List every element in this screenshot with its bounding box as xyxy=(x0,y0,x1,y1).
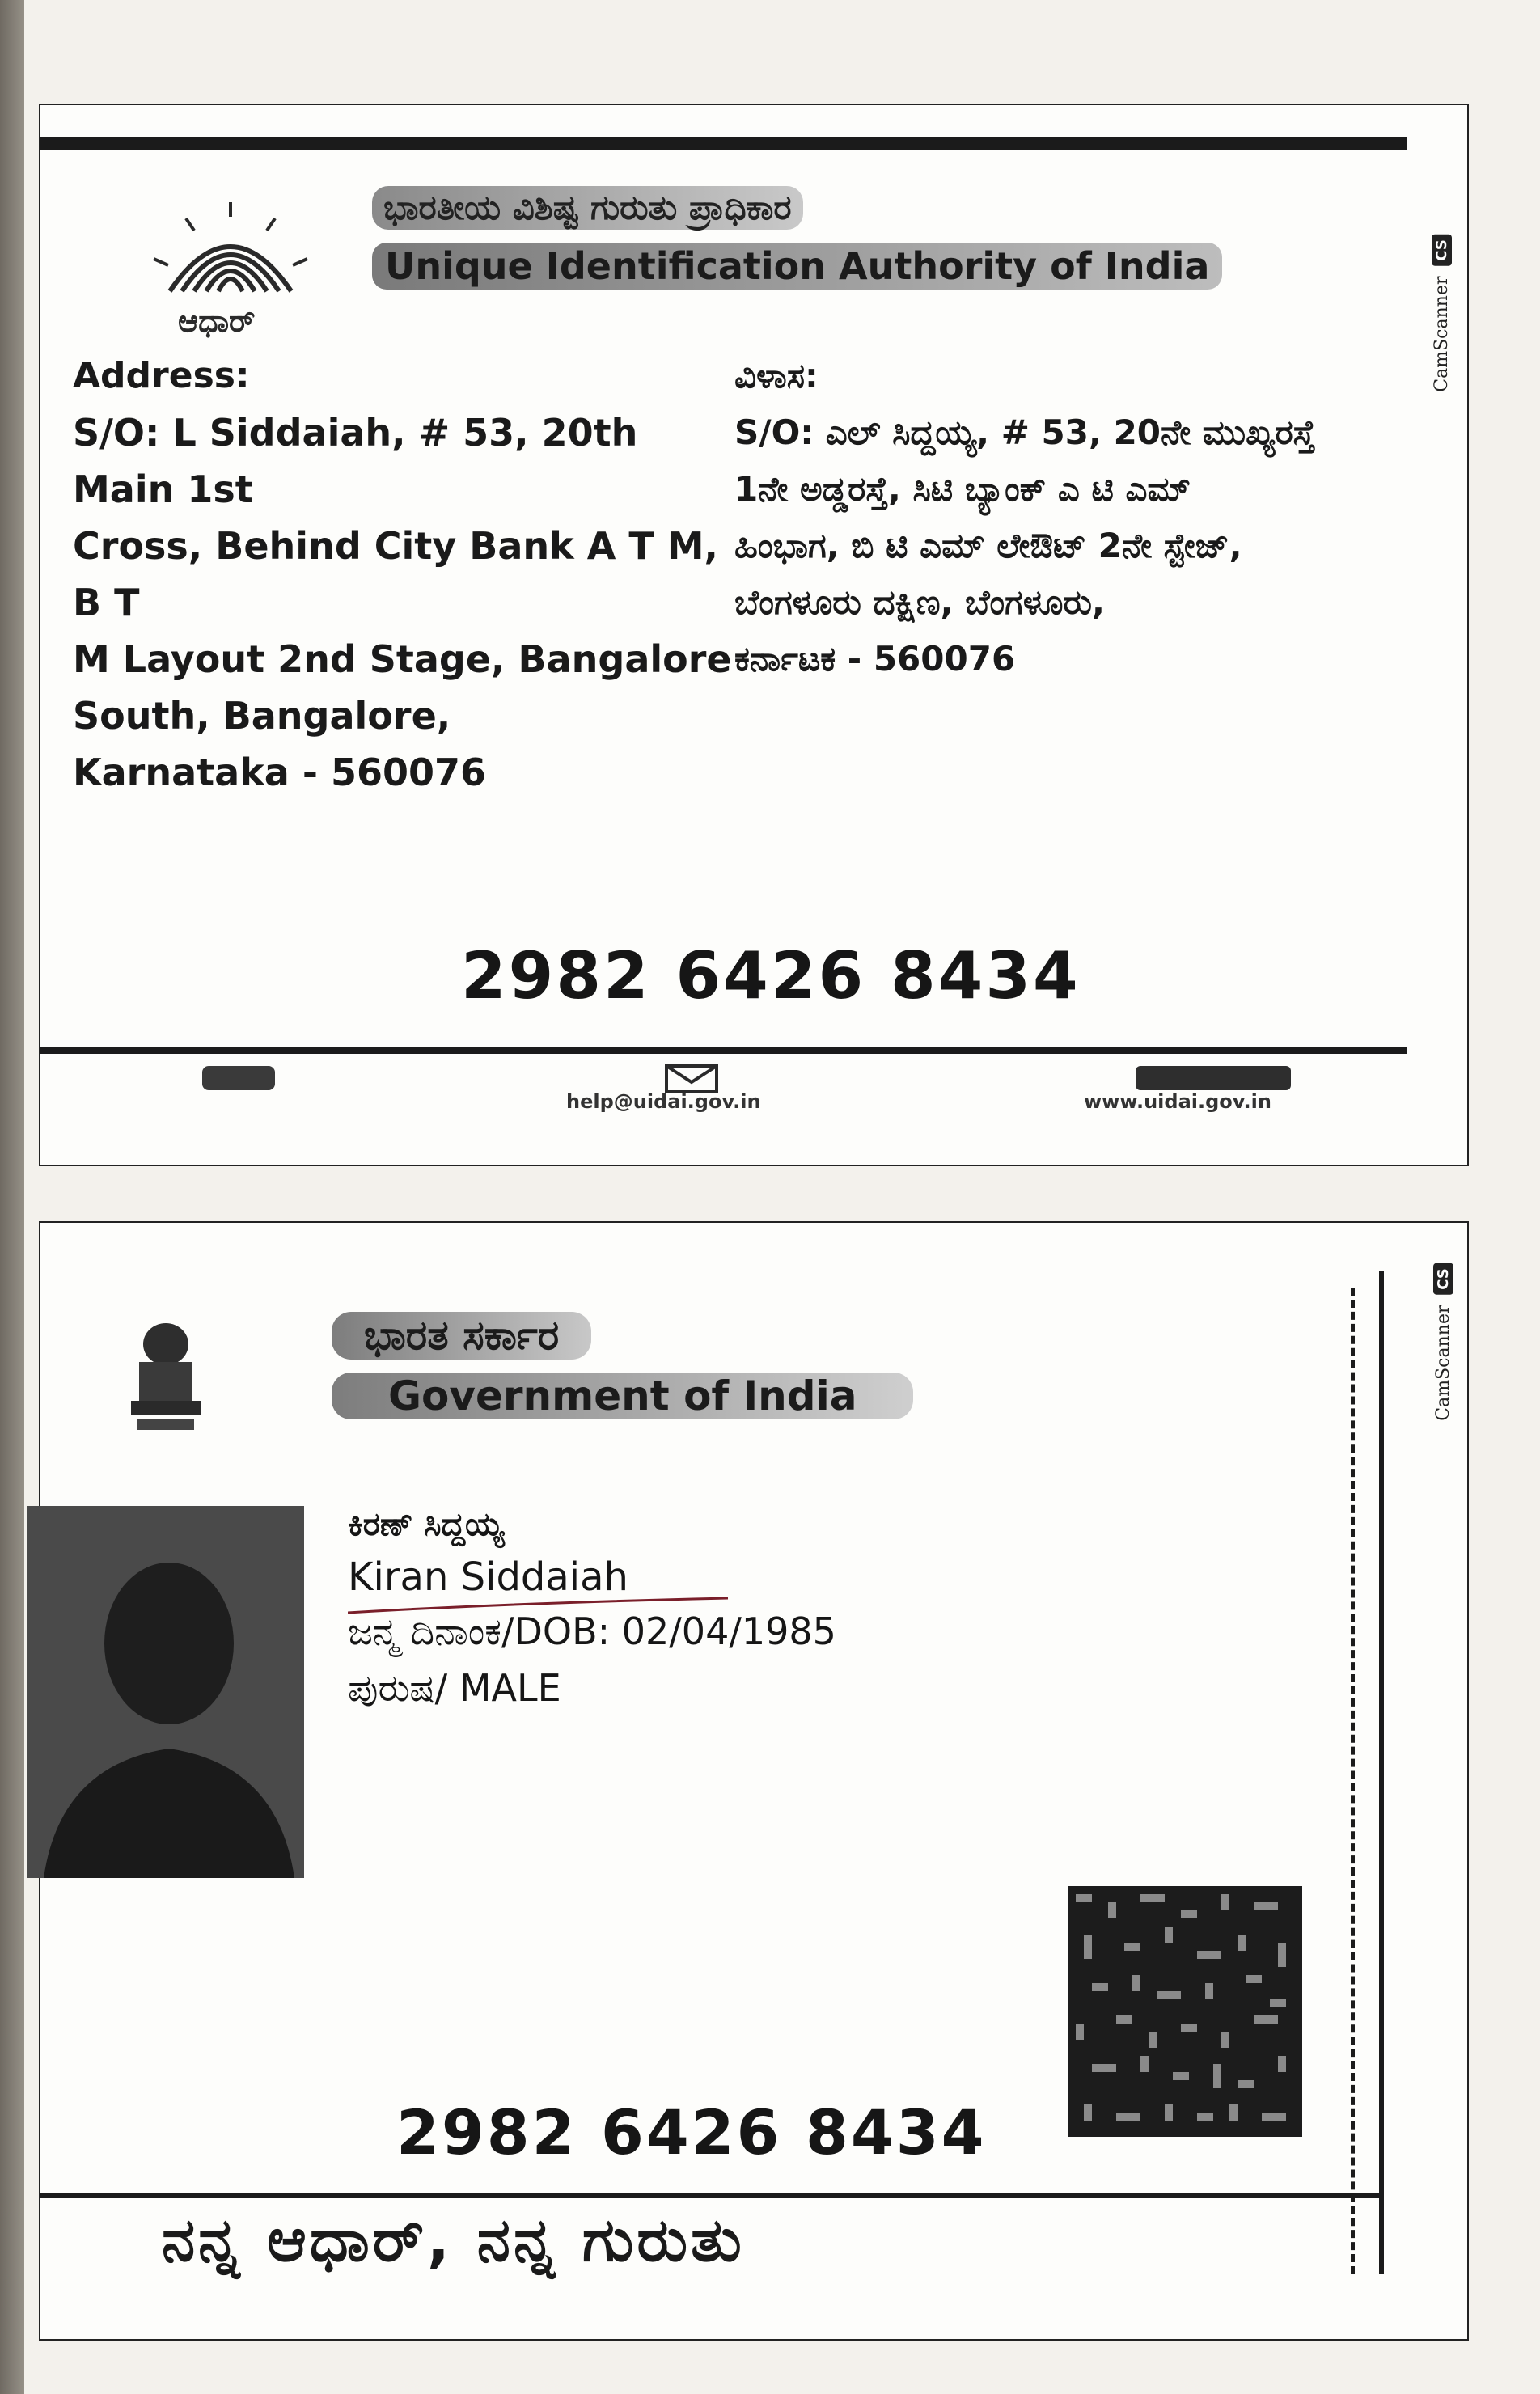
tagline-kannada: ನನ್ನ ಆಧಾರ್, ನನ್ನ ಗುರುತು xyxy=(162,2206,745,2275)
camscanner-badge-icon: CS xyxy=(1433,1263,1453,1295)
qr-code-icon xyxy=(1068,1886,1302,2137)
address-kannada xyxy=(734,348,1422,687)
aadhaar-number: 2982 6426 8434 xyxy=(396,2096,987,2168)
address-line-en: M Layout 2nd Stage, Bangalore xyxy=(73,637,732,681)
authority-name-kannada: ಭಾರತೀಯ ವಿಶಿಷ್ಟ ಗುರುತು ಪ್ರಾಧಿಕಾರ xyxy=(372,186,803,230)
footer-email: help@uidai.gov.in xyxy=(566,1090,761,1113)
address-english xyxy=(73,348,736,801)
header-bar xyxy=(40,137,1407,150)
address-line-kn: ಹಿಂಭಾಗ, ಬಿ ಟಿ ಎಮ್ ಲೇಔಟ್ 2ನೇ ಸ್ಟೇಜ್, xyxy=(734,526,1242,565)
holder-gender: ಪುರುಷ/ MALE xyxy=(348,1666,561,1710)
address-line-kn: 1ನೇ ಅಡ್ಡರಸ್ತೆ, ಸಿಟಿ ಬ್ಯಾಂಕ್ ಎ ಟಿ ಎಮ್ xyxy=(734,469,1191,509)
bottom-rule xyxy=(40,2193,1383,2198)
card-right-edge xyxy=(1379,1271,1384,2274)
address-line-en: South, Bangalore, xyxy=(73,694,451,738)
holder-photo xyxy=(28,1506,304,1878)
address-label-en: Address: xyxy=(73,355,250,396)
address-line-en: Cross, Behind City Bank A T M, B T xyxy=(73,524,718,624)
address-line-kn: ಕರ್ನಾಟಕ - 560076 xyxy=(734,639,1016,679)
aadhaar-identity-card xyxy=(39,1221,1469,2341)
camscanner-text: CamScanner xyxy=(1433,1305,1453,1421)
camscanner-watermark xyxy=(1432,235,1452,392)
camscanner-text: CamScanner xyxy=(1432,276,1452,392)
svg-text:ಆಧಾರ್: ಆಧಾರ್ xyxy=(178,303,256,339)
footer-bar xyxy=(40,1047,1407,1054)
holder-dob: ಜನ್ಮ ದಿನಾಂಕ/DOB: 02/04/1985 xyxy=(348,1609,836,1653)
phone-icon xyxy=(194,1063,283,1095)
scanned-paper xyxy=(24,0,1540,2394)
address-line-en: S/O: L Siddaiah, # 53, 20th Main 1st xyxy=(73,411,638,511)
aadhaar-address-card xyxy=(39,104,1469,1166)
address-line-kn: ಬೆಂಗಳೂರು ದಕ್ಷಿಣ, ಬೆಂಗಳೂರು, xyxy=(734,582,1105,622)
holder-name-kannada: ಕಿರಣ್ ಸಿದ್ದಯ್ಯ xyxy=(348,1506,505,1543)
aadhaar-logo-icon xyxy=(138,194,324,348)
footer-website: www.uidai.gov.in xyxy=(1084,1090,1271,1113)
authority-name-english: Unique Identification Authority of India xyxy=(372,243,1222,290)
national-emblem-icon xyxy=(121,1320,210,1441)
government-name-kannada: ಭಾರತ ಸರ್ಕಾರ xyxy=(332,1312,591,1360)
address-line-kn: S/O: ಎಲ್ ಸಿದ್ದಯ್ಯ, # 53, 20ನೇ ಮುಖ್ಯರಸ್ತೆ xyxy=(734,412,1316,452)
holder-name-english: Kiran Siddaiah xyxy=(348,1554,628,1600)
address-line-en: Karnataka - 560076 xyxy=(73,751,486,794)
dashed-card-edge xyxy=(1351,1288,1360,2274)
footer-contact-row xyxy=(40,1060,1407,1113)
person-silhouette-icon xyxy=(28,1506,304,1878)
camscanner-watermark xyxy=(1433,1263,1453,1421)
camscanner-badge-icon: CS xyxy=(1432,235,1452,266)
aadhaar-number: 2982 6426 8434 xyxy=(461,938,1081,1013)
government-name-english: Government of India xyxy=(332,1373,913,1419)
address-label-kn: ವಿಳಾಸ: xyxy=(734,356,819,395)
